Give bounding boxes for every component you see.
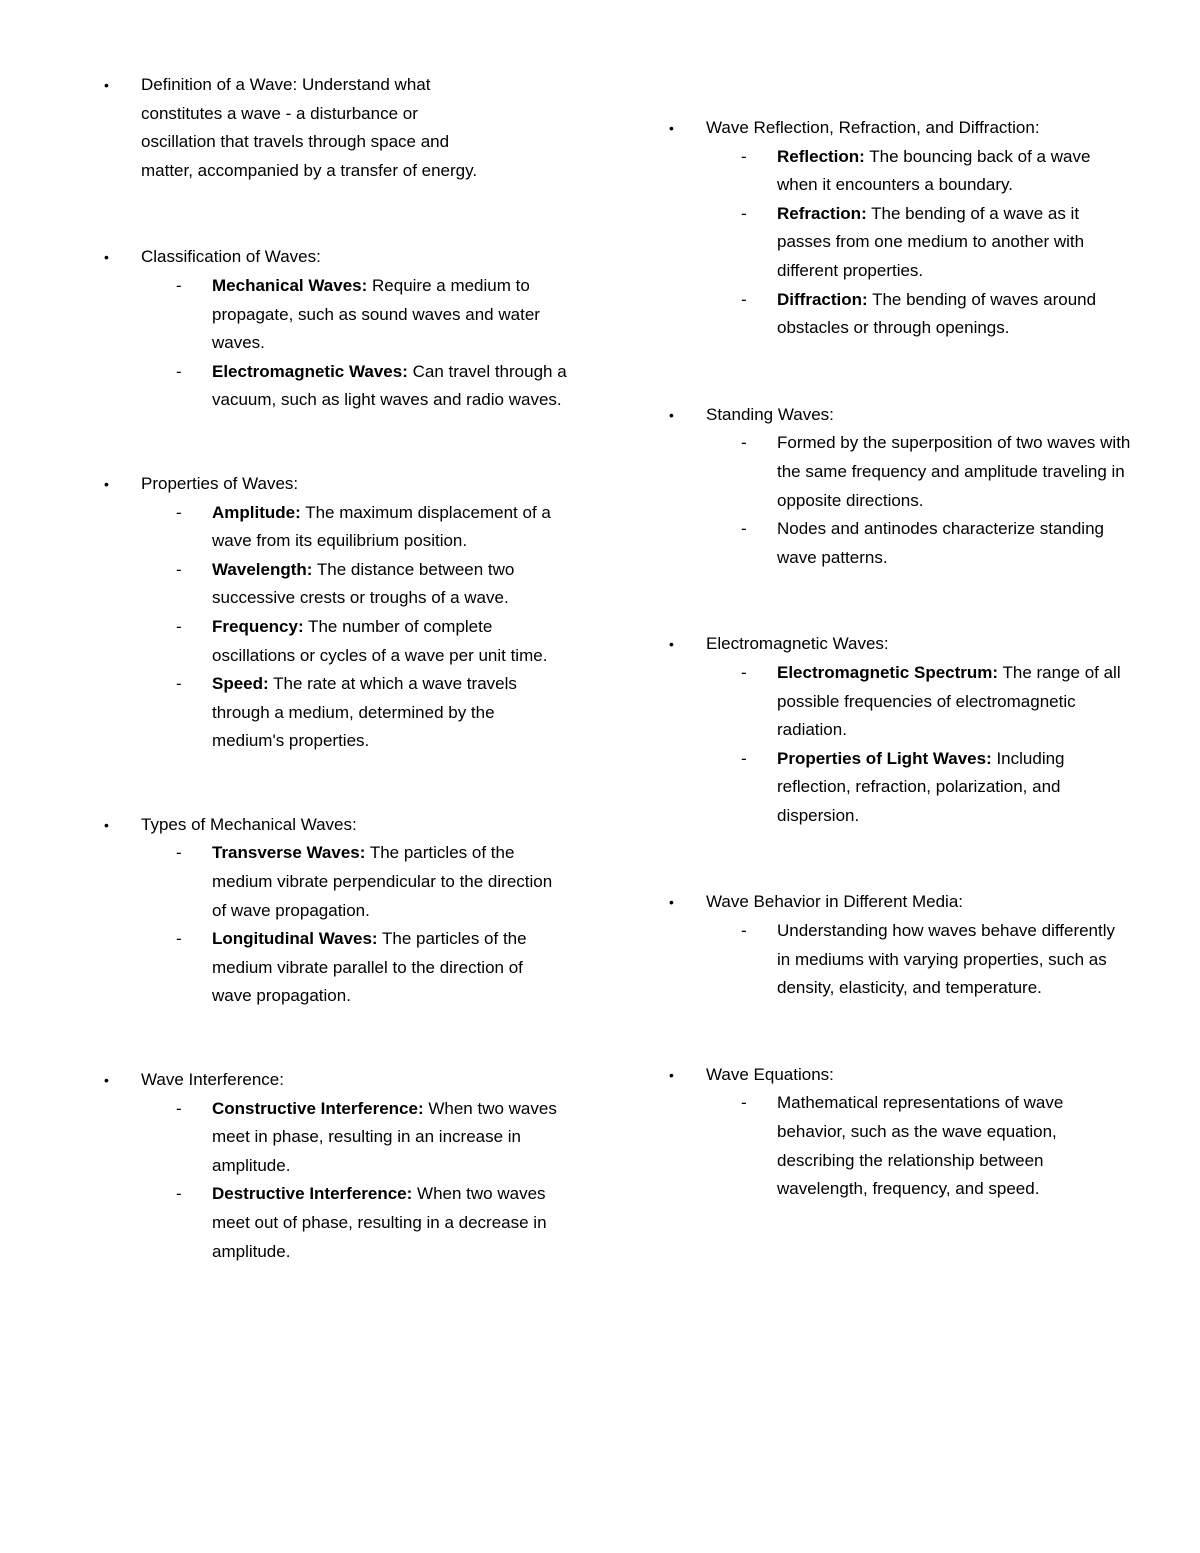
- description: Mathematical representations of wave behavior, such as the wave equation, describing the relationship between wavelength, frequency, and speed.: [777, 1093, 1064, 1199]
- dash-icon: -: [741, 146, 747, 166]
- dash-icon: -: [176, 361, 182, 381]
- term: Electromagnetic Spectrum:: [777, 662, 999, 682]
- list-item: [100, 670, 567, 756]
- section-properties: [100, 470, 551, 756]
- description: The range of all possible frequencies of electromagnetic radiation.: [777, 662, 1121, 740]
- bullet-icon: •: [104, 1072, 109, 1089]
- dash-icon: -: [741, 662, 747, 682]
- dash-icon: -: [176, 1184, 182, 1204]
- term: Electromagnetic Waves:: [212, 361, 408, 381]
- list-item: [665, 1089, 1132, 1203]
- list-item: [100, 556, 567, 613]
- description: The bending of waves around obstacles or through openings.: [777, 289, 1097, 338]
- section-heading: Types of Mechanical Waves:: [141, 814, 357, 834]
- list-item: [100, 272, 567, 358]
- description: The maximum displacement of a wave from its equilibrium position.: [212, 502, 551, 551]
- dash-icon: -: [741, 289, 747, 309]
- dash-icon: -: [741, 519, 747, 539]
- bullet-icon: •: [104, 475, 109, 492]
- section-definition: [100, 71, 540, 185]
- section-standing: [665, 401, 1131, 573]
- bullet-icon: •: [669, 1066, 674, 1083]
- section-heading: Standing Waves:: [706, 404, 834, 424]
- definition-text: Definition of a Wave: Understand what constitutes a wave - a disturbance or oscillation that travels through space and matter, accompanied by a transfer of energy.: [141, 75, 478, 180]
- list-item: [100, 1095, 567, 1181]
- list-item: [665, 917, 1132, 1003]
- term: Amplitude:: [212, 502, 301, 522]
- list-item: [100, 925, 567, 1011]
- dash-icon: -: [741, 433, 747, 453]
- term: Longitudinal Waves:: [212, 929, 378, 949]
- description: Can travel through a vacuum, such as light waves and radio waves.: [212, 361, 567, 410]
- dash-icon: -: [176, 559, 182, 579]
- term: Wavelength:: [212, 559, 313, 579]
- description: The bending of a wave as it passes from one medium to another with different properties.: [777, 203, 1085, 280]
- description: Formed by the superposition of two waves with the same frequency and amplitude traveling in opposite directions.: [777, 433, 1131, 510]
- dash-icon: -: [176, 843, 182, 863]
- term: Refraction:: [777, 203, 867, 223]
- list-item: [665, 659, 1132, 745]
- section-heading: Properties of Waves:: [141, 473, 299, 493]
- dash-icon: -: [176, 674, 182, 694]
- bullet-icon: •: [669, 120, 674, 136]
- section-interference: [100, 1066, 557, 1266]
- list-item: [665, 143, 1132, 200]
- list-item: [100, 613, 567, 670]
- term: Mechanical Waves:: [212, 275, 368, 295]
- term: Constructive Interference:: [212, 1098, 424, 1118]
- dash-icon: -: [176, 275, 182, 295]
- bullet-icon: •: [669, 406, 674, 423]
- section-classification: [100, 243, 567, 415]
- bullet-icon: •: [669, 636, 674, 653]
- description: When two waves meet in phase, resulting in an increase in amplitude.: [212, 1098, 557, 1175]
- dash-icon: -: [741, 203, 747, 223]
- description: Nodes and antinodes characterize standing wave patterns.: [777, 519, 1104, 567]
- section-electromagnetic: [665, 630, 1121, 830]
- section-equations: [665, 1061, 1105, 1204]
- description: Require a medium to propagate, such as sound waves and water waves.: [212, 275, 540, 353]
- list-item: [100, 358, 567, 415]
- description: When two waves meet out of phase, resulting in a decrease in amplitude.: [212, 1184, 547, 1261]
- term: Reflection:: [777, 146, 865, 166]
- list-item: [665, 515, 1132, 572]
- section-heading: Electromagnetic Waves:: [706, 634, 889, 654]
- dash-icon: -: [176, 502, 182, 522]
- term: Properties of Light Waves:: [777, 748, 992, 768]
- list-item: [100, 499, 567, 556]
- section-media: [665, 888, 1116, 1002]
- term: Frequency:: [212, 616, 304, 636]
- bullet-icon: •: [104, 816, 109, 833]
- bullet-icon: •: [669, 894, 674, 911]
- dash-icon: -: [176, 616, 182, 636]
- section-heading: Wave Equations:: [706, 1064, 834, 1084]
- description: The particles of the medium vibrate perpendicular to the direction of wave propagation.: [212, 843, 553, 920]
- section-heading: Wave Interference:: [141, 1070, 284, 1090]
- list-item: [665, 429, 1132, 515]
- description: The bouncing back of a wave when it encounters a boundary.: [777, 146, 1091, 195]
- section-heading: Wave Reflection, Refraction, and Diffraction:: [706, 118, 1040, 137]
- list-item: [665, 286, 1132, 343]
- term: Diffraction:: [777, 289, 868, 309]
- description: The rate at which a wave travels through a medium, determined by the medium's properties.: [212, 674, 517, 751]
- dash-icon: -: [176, 929, 182, 949]
- description: The number of complete oscillations or cycles of a wave per unit time.: [212, 616, 548, 665]
- list-item: [100, 1180, 567, 1266]
- bullet-icon: •: [104, 77, 109, 93]
- bullet-icon: •: [104, 249, 109, 266]
- left-column: [100, 71, 567, 1321]
- term: Speed:: [212, 674, 269, 694]
- dash-icon: -: [741, 1093, 747, 1113]
- section-types: [100, 811, 553, 1011]
- description: The particles of the medium vibrate parallel to the direction of wave propagation.: [212, 929, 527, 1006]
- description: The distance between two successive crests or troughs of a wave.: [212, 559, 515, 608]
- term: Transverse Waves:: [212, 843, 366, 863]
- dash-icon: -: [741, 921, 747, 941]
- section-reflection: [665, 114, 1105, 343]
- section-heading: Wave Behavior in Different Media:: [706, 892, 964, 912]
- dash-icon: -: [741, 748, 747, 768]
- dash-icon: -: [176, 1098, 182, 1118]
- list-item: [100, 839, 567, 925]
- description: Including reflection, refraction, polarization, and dispersion.: [777, 748, 1065, 825]
- list-item: [665, 200, 1132, 286]
- term: Destructive Interference:: [212, 1184, 413, 1204]
- description: Understanding how waves behave differently in mediums with varying properties, such as density, elasticity, and temperature.: [777, 921, 1116, 998]
- right-column: [665, 114, 1131, 1262]
- section-heading: Classification of Waves:: [141, 247, 321, 267]
- list-item: [665, 745, 1132, 831]
